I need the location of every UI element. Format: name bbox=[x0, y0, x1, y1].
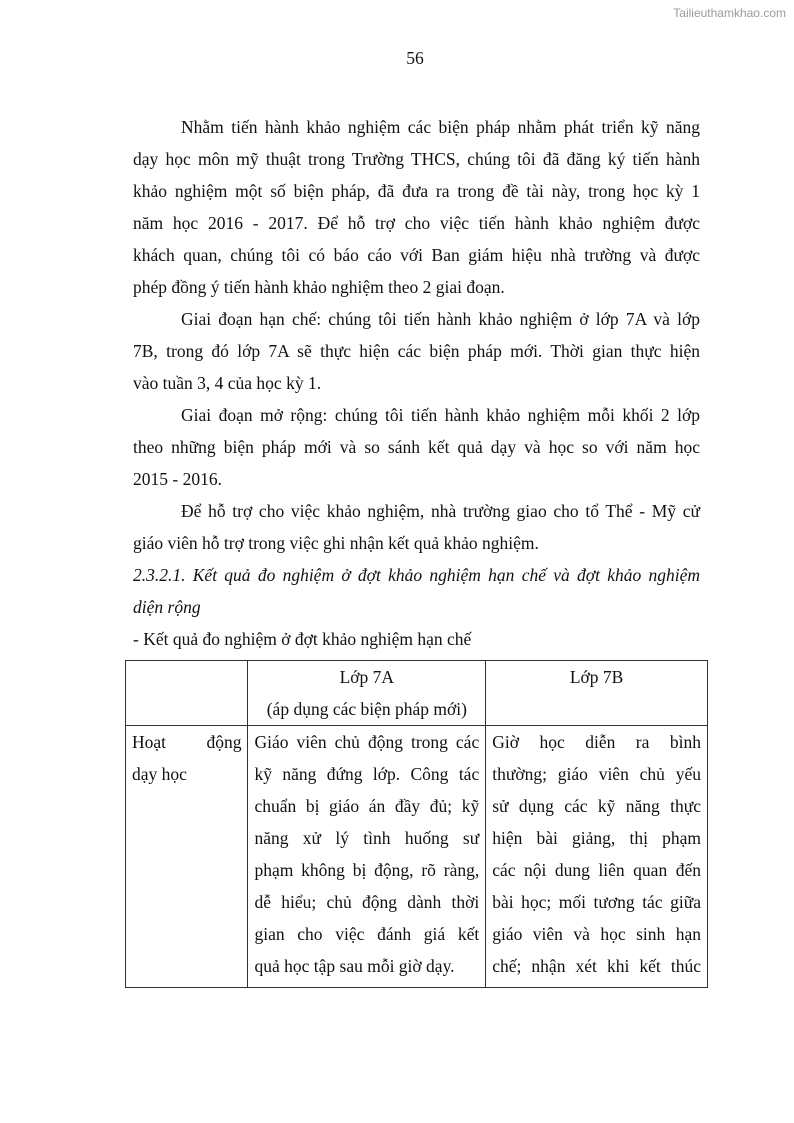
cell-line: gian cho việc đánh giá kết bbox=[254, 924, 480, 944]
text-line: Giai đoạn mở rộng: chúng tôi tiến hành khảo nghiệm mỗi khối 2 lớp bbox=[181, 405, 700, 425]
text-line: phép đồng ý tiến hành khảo nghiệm theo 2 giai đoạn. bbox=[133, 277, 505, 297]
cell-line: dễ hiểu; chủ động dành thời bbox=[254, 892, 480, 912]
text-line: diện rộng bbox=[133, 597, 201, 617]
cell-7a bbox=[248, 726, 486, 988]
cell-line: phạm không bị động, rõ ràng, bbox=[254, 860, 480, 880]
page-number: 56 bbox=[406, 48, 424, 68]
row-label-line: dạy học bbox=[132, 764, 187, 784]
watermark: Tailieuthamkhao.com bbox=[673, 6, 786, 20]
header-cell-empty bbox=[126, 661, 248, 726]
cell-line: chế; nhận xét khi kết thúc bbox=[492, 956, 701, 976]
text-line: Giai đoạn hạn chế: chúng tôi tiến hành khảo nghiệm ở lớp 7A và lớp bbox=[181, 309, 700, 329]
table-header-row bbox=[126, 661, 708, 726]
cell-7b bbox=[486, 726, 708, 988]
table-row bbox=[126, 726, 708, 988]
results-table bbox=[125, 660, 708, 988]
text-line: Nhằm tiến hành khảo nghiệm các biện pháp nhằm phát triển kỹ năng bbox=[181, 117, 700, 137]
cell-line: thường; giáo viên chủ yếu bbox=[492, 764, 701, 784]
header-7b-title: Lớp 7B bbox=[569, 667, 624, 687]
text-line: khảo nghiệm một số biện pháp, đã đưa ra trong đề tài này, trong học kỳ 1 bbox=[133, 181, 700, 201]
header-7a-title: Lớp 7A bbox=[339, 667, 395, 687]
cell-line: Giờ học diễn ra bình bbox=[492, 732, 701, 752]
cell-line: bài học; mối tương tác giữa bbox=[492, 892, 701, 912]
text-line: 2015 - 2016. bbox=[133, 469, 222, 489]
cell-line: hiện bài giảng, thị phạm bbox=[492, 828, 701, 848]
header-7a-subtitle: (áp dụng các biện pháp mới) bbox=[266, 699, 467, 719]
header-cell-7b bbox=[486, 661, 708, 726]
text-line: 2.3.2.1. Kết quả đo nghiệm ở đợt khảo nghiệm hạn chế và đợt khảo nghiệm bbox=[133, 565, 700, 585]
text-line: Để hỗ trợ cho việc khảo nghiệm, nhà trường giao cho tổ Thể - Mỹ cử bbox=[181, 501, 700, 521]
text-line: theo những biện pháp mới và so sánh kết quả dạy và học so với năm học bbox=[133, 437, 700, 457]
cell-line: giáo viên và học sinh hạn bbox=[492, 924, 701, 944]
cell-line: năng xử lý tình huống sư bbox=[254, 828, 480, 848]
text-line: 7B, trong đó lớp 7A sẽ thực hiện các biện pháp mới. Thời gian thực hiện bbox=[133, 341, 700, 361]
cell-line: sử dụng các kỹ năng thực bbox=[492, 796, 701, 816]
text-line: năm học 2016 - 2017. Để hỗ trợ cho việc tiến hành khảo nghiệm được bbox=[133, 213, 700, 233]
text-line: khách quan, chúng tôi có báo cáo với Ban giám hiệu nhà trường và được bbox=[133, 245, 700, 265]
text-line: dạy học môn mỹ thuật trong Trường THCS, chúng tôi đã đăng ký tiến hành bbox=[133, 149, 700, 169]
row-label-line: Hoạt động bbox=[132, 732, 242, 752]
cell-line: quả học tập sau mỗi giờ dạy. bbox=[254, 956, 455, 976]
text-line: giáo viên hỗ trợ trong việc ghi nhận kết quả khảo nghiệm. bbox=[133, 533, 539, 553]
header-cell-7a bbox=[248, 661, 486, 726]
row-label-cell bbox=[126, 726, 248, 988]
text-line: vào tuần 3, 4 của học kỳ 1. bbox=[133, 373, 322, 393]
cell-line: chuẩn bị giáo án đầy đủ; kỹ bbox=[254, 796, 480, 816]
cell-line: các nội dung liên quan đến bbox=[492, 860, 701, 880]
cell-line: kỹ năng đứng lớp. Công tác bbox=[254, 764, 480, 784]
text-line: - Kết quả đo nghiệm ở đợt khảo nghiệm hạn chế bbox=[133, 629, 472, 649]
cell-line: Giáo viên chủ động trong các bbox=[254, 732, 480, 752]
